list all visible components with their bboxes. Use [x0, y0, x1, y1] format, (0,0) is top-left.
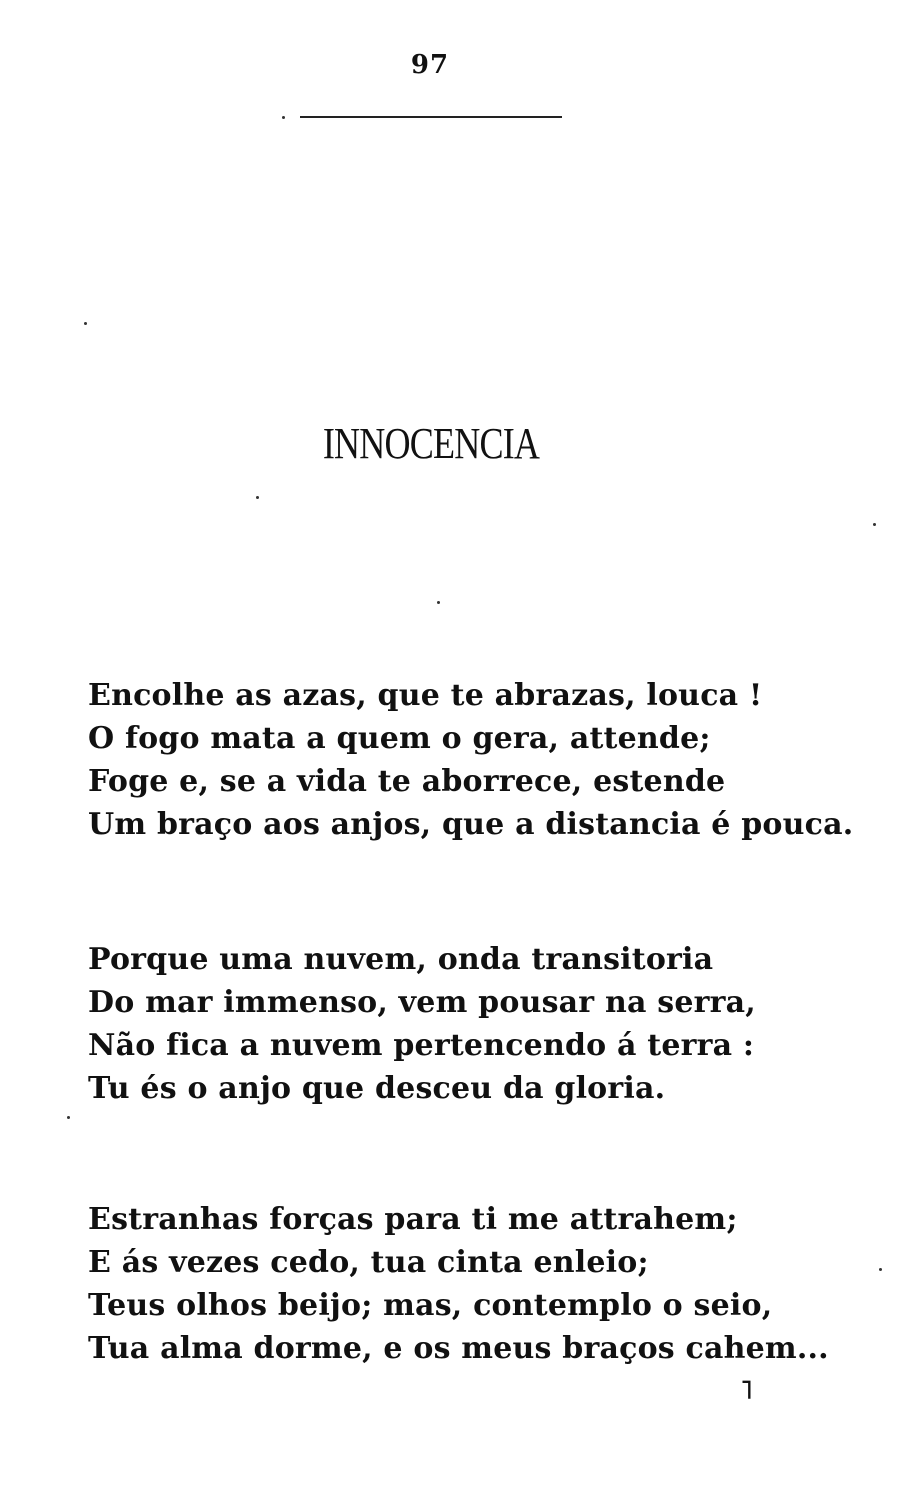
print-speck	[84, 322, 87, 325]
end-mark: ˥	[740, 1376, 753, 1406]
poem-title: INNOCENCIA	[322, 419, 540, 468]
verse-line: Não fica a nuvem pertencendo á terra :	[88, 1028, 755, 1063]
stanza-1	[88, 674, 854, 846]
verse-line: E ás vezes cedo, tua cinta enleio;	[88, 1245, 649, 1280]
print-speck	[873, 523, 876, 526]
print-speck	[282, 116, 285, 119]
verse-line: Teus olhos beijo; mas, contemplo o seio,	[88, 1288, 773, 1323]
stanza-2	[88, 938, 848, 1110]
print-speck	[879, 1268, 882, 1271]
print-speck	[67, 1116, 70, 1119]
verse-line: O fogo mata a quem o gera, attende;	[88, 721, 711, 756]
verse-line: Tua alma dorme, e os meus braços cahem...	[88, 1331, 829, 1366]
stanza-3	[88, 1198, 848, 1370]
verse-line: Encolhe as azas, que te abrazas, louca !	[88, 678, 763, 713]
verse-line: Estranhas forças para ti me attrahem;	[88, 1202, 738, 1237]
verse-line: Porque uma nuvem, onda transitoria	[88, 942, 714, 977]
verse-line: Um braço aos anjos, que a distancia é pouca.	[88, 807, 854, 842]
page-number: 97	[410, 50, 450, 80]
verse-line: Do mar immenso, vem pousar na serra,	[88, 985, 756, 1020]
verse-line: Tu és o anjo que desceu da gloria.	[88, 1071, 666, 1106]
verse-line: Foge e, se a vida te aborrece, estende	[88, 764, 726, 799]
print-speck	[437, 601, 440, 604]
header-rule	[300, 116, 562, 118]
print-speck	[256, 496, 259, 499]
